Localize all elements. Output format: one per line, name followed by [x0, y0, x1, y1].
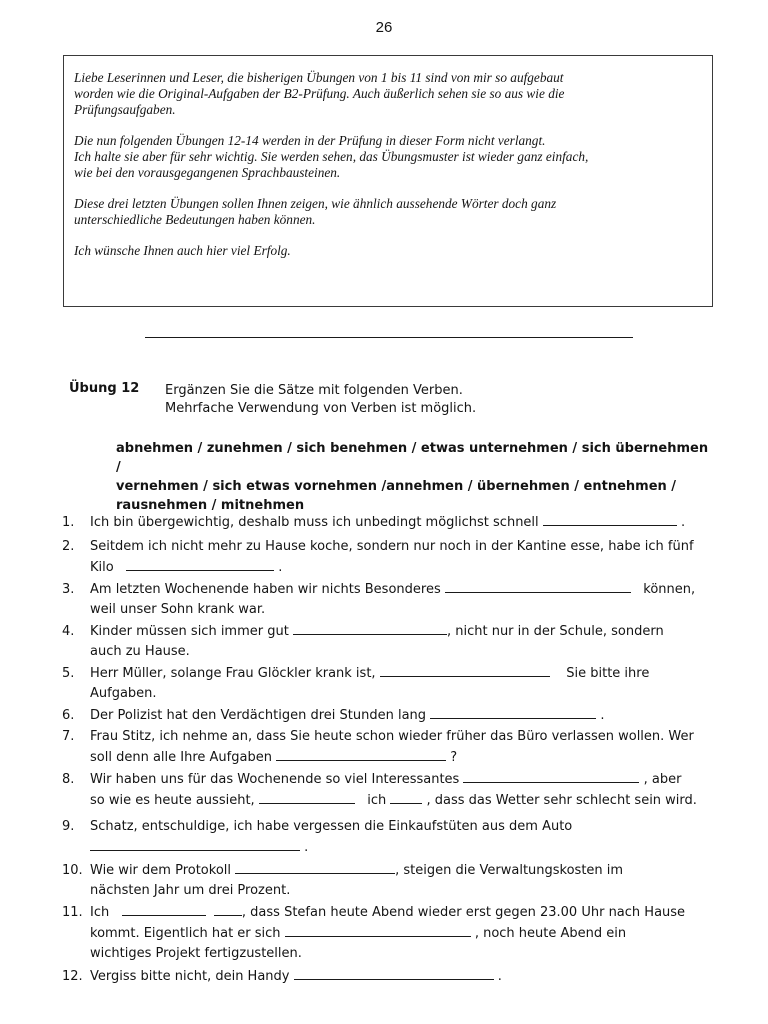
item-text: Wie wir dem Protokoll: [90, 863, 231, 878]
exercise-item: [62, 705, 722, 726]
item-text: .: [497, 969, 502, 984]
item-text: Ich bin übergewichtig, deshalb muss ich unbedingt möglichst schnell: [90, 515, 539, 530]
answer-blank[interactable]: [543, 512, 677, 526]
item-number: 12.: [62, 969, 83, 984]
item-text: so wie es heute aussieht,: [90, 793, 255, 808]
answer-blank[interactable]: [122, 902, 206, 916]
exercise-item: [62, 727, 722, 768]
verb-list: abnehmen / zunehmen / sich benehmen / etwas unternehmen / sich übernehmen / vernehmen / sich etwas vornehmen /annehmen / übernehmen / entnehmen / rausnehmen / mitnehmen: [116, 441, 709, 513]
item-text: , aber: [643, 772, 682, 787]
item-text: wichtiges Projekt fertigzustellen.: [90, 946, 302, 961]
item-text: Der Polizist hat den Verdächtigen drei Stunden lang: [90, 708, 427, 723]
exercise-item: [62, 579, 722, 620]
item-text: kommt. Eigentlich hat er sich: [90, 926, 281, 941]
item-number: 5.: [62, 666, 75, 681]
exercise-item: [62, 537, 722, 578]
item-text: Ich: [90, 905, 110, 920]
intro-paragraph: Die nun folgenden Übungen 12-14 werden in der Prüfung in dieser Form nicht verlangt. Ich halte sie aber für sehr wichtig. Sie werden sehen, das Übungsmuster ist wieder ganz einfach, wie bei den vorausgegangenen Sprachbausteinen.: [74, 133, 589, 180]
answer-blank[interactable]: [380, 663, 550, 677]
item-text: .: [680, 515, 686, 530]
exercise-item: [62, 860, 722, 901]
item-text: Aufgaben.: [90, 686, 157, 701]
exercise-item: [62, 621, 722, 662]
answer-blank[interactable]: [259, 790, 355, 804]
answer-blank[interactable]: [276, 747, 446, 761]
answer-blank[interactable]: [285, 923, 471, 937]
item-text: Kilo: [90, 560, 114, 575]
item-text: ?: [450, 750, 458, 765]
item-text: Sie bitte ihre: [566, 666, 650, 681]
item-number: 6.: [62, 708, 75, 723]
answer-blank[interactable]: [293, 621, 447, 635]
answer-blank[interactable]: [235, 860, 395, 874]
item-number: 9.: [62, 819, 75, 834]
item-text: Seitdem ich nicht mehr zu Hause koche, sondern nur noch in der Kantine esse, habe ich fünf: [90, 539, 694, 554]
exercise-item: [62, 769, 722, 811]
item-text: Herr Müller, solange Frau Glöckler krank ist,: [90, 666, 376, 681]
item-text: weil unser Sohn krank war.: [90, 602, 266, 617]
exercise-instruction: Mehrfache Verwendung von Verben ist möglich.: [165, 401, 477, 416]
exercise-instruction: Ergänzen Sie die Sätze mit folgenden Verben.: [165, 383, 463, 398]
item-text: , dass das Wetter sehr schlecht sein wird.: [426, 793, 697, 808]
answer-blank[interactable]: [294, 966, 494, 980]
item-text: auch zu Hause.: [90, 644, 190, 659]
item-number: 1.: [62, 515, 75, 530]
exercise-item: [62, 512, 722, 533]
answer-blank[interactable]: [445, 579, 631, 593]
answer-blank[interactable]: [463, 769, 639, 783]
item-number: 4.: [62, 624, 75, 639]
item-number: 2.: [62, 539, 75, 554]
item-number: 11.: [62, 905, 83, 920]
item-number: 7.: [62, 729, 75, 744]
page-number: 26: [375, 19, 393, 36]
exercise-item: [62, 966, 722, 987]
item-text: Vergiss bitte nicht, dein Handy: [90, 969, 290, 984]
item-text: Schatz, entschuldige, ich habe vergessen die Einkaufstüten aus dem Auto: [90, 819, 573, 834]
exercise-item: [62, 902, 722, 964]
answer-blank[interactable]: [430, 705, 596, 719]
intro-paragraph: Diese drei letzten Übungen sollen Ihnen zeigen, wie ähnlich aussehende Wörter doch ganz unterschiedliche Bedeutungen haben können.: [74, 196, 557, 227]
item-text: ich: [367, 793, 387, 808]
item-text: , nicht nur in der Schule, sondern: [446, 624, 664, 639]
intro-paragraph: Liebe Leserinnen und Leser, die bisherigen Übungen von 1 bis 11 sind von mir so aufgebaut worden wie die Original-Aufgaben der B2-Prüfung. Auch äußerlich sehen sie so aus wie die Prüfungsaufgaben.: [74, 70, 565, 117]
item-text: Kinder müssen sich immer gut: [90, 624, 289, 639]
answer-blank[interactable]: [214, 902, 242, 916]
item-text: können,: [643, 582, 696, 597]
answer-blank[interactable]: [390, 790, 422, 804]
item-number: 3.: [62, 582, 75, 597]
item-text: , noch heute Abend ein: [474, 926, 627, 941]
exercise-title: Übung 12: [69, 381, 140, 396]
item-text: .: [600, 708, 605, 723]
item-text: , steigen die Verwaltungskosten im: [395, 863, 624, 878]
answer-blank[interactable]: [90, 837, 300, 851]
exercise-item: [62, 663, 722, 704]
item-text: Wir haben uns für das Wochenende so viel Interessantes: [90, 772, 460, 787]
item-text: nächsten Jahr um drei Prozent.: [90, 883, 291, 898]
item-text: , dass Stefan heute Abend wieder erst gegen 23.00 Uhr nach Hause: [241, 905, 686, 920]
item-text: .: [304, 840, 309, 855]
answer-blank[interactable]: [126, 557, 274, 571]
exercise-item: [62, 817, 722, 858]
item-text: .: [278, 560, 283, 575]
item-text: Am letzten Wochenende haben wir nichts Besonderes: [90, 582, 441, 597]
item-text: Frau Stitz, ich nehme an, dass Sie heute schon wieder früher das Büro verlassen wollen. Wer: [90, 729, 694, 744]
item-number: 10.: [62, 863, 83, 878]
item-text: soll denn alle Ihre Aufgaben: [90, 750, 272, 765]
intro-paragraph: Ich wünsche Ihnen auch hier viel Erfolg.: [74, 243, 291, 258]
item-number: 8.: [62, 772, 75, 787]
